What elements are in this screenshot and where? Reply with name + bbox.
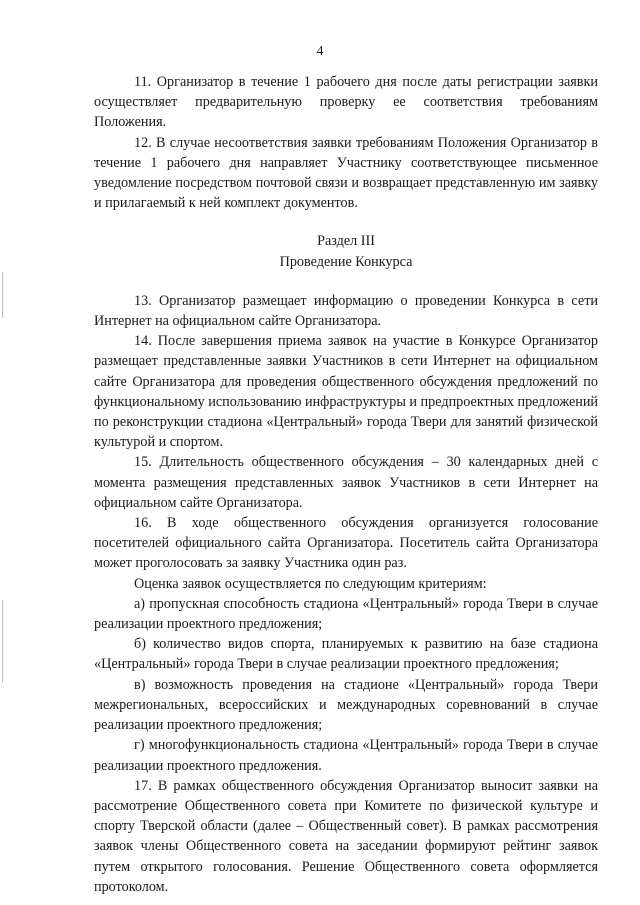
paragraph-12: 12. В случае несоответствия заявки требованиям Положения Организатор в течение 1 рабочего дня направляет Участнику соответствующее письменное уведомление посредством почтовой связи и возвращает представленную им заявку и прилагаемый к ней комплект документов. [94, 134, 598, 212]
criterion-g: г) многофункциональность стадиона «Центральный» города Твери в случае реализации проектного предложения. [94, 737, 598, 774]
document-body [94, 72, 598, 897]
section-heading [94, 231, 598, 271]
paragraph-13: 13. Организатор размещает информацию о проведении Конкурса в сети Интернет на официальном сайте Организатора. [94, 292, 598, 330]
criterion-a: а) пропускная способность стадиона «Центральный» города Твери в случае реализации проектного предложения; [94, 595, 598, 633]
criterion-b: б) количество видов спорта, планируемых к развитию на базе стадиона «Центральный» города Твери в случае реализации проектного предложения; [94, 636, 598, 673]
section-title: Проведение Конкурса [279, 253, 413, 270]
margin-mark [2, 600, 3, 682]
paragraph-16: 16. В ходе общественного обсуждения организуется голосование посетителей официального сайта Организатора. Посетитель сайта Организатора может проголосовать за заявку Участника один раз. [94, 515, 598, 572]
paragraph-17: 17. В рамках общественного обсуждения Организатор выносит заявки на рассмотрение Общественного совета при Комитете по физической культуре и спорту Тверской области (далее – Общественный совет). В рамках рассмотрения заявок члены Общественного совета на заседании формируют рейтинг заявок путем открытого голосования. Решение Общественного совета оформляется протоколом. [94, 777, 598, 895]
paragraph-15: 15. Длительность общественного обсуждения – 30 календарных дней с момента размещения представленных заявок Участников в сети Интернет на официальном сайте Организатора. [94, 454, 598, 511]
paragraph-11: 11. Организатор в течение 1 рабочего дня после даты регистрации заявки осуществляет предварительную проверку ее соответствия требованиям Положения. [94, 74, 598, 131]
criterion-v: в) возможность проведения на стадионе «Центральный» города Твери межрегиональных, всероссийских и международных соревнований в случае реализации проектного предложения; [94, 676, 598, 734]
criteria-intro: Оценка заявок осуществляется по следующим критериям: [134, 575, 487, 592]
page-number: 4 [316, 44, 324, 59]
margin-mark [2, 272, 3, 318]
paragraph-14: 14. После завершения приема заявок на участие в Конкурсе Организатор размещает представленные заявки Участников в сети Интернет на официальном сайте Организатора для проведения общественного обсуждения предложений по функциональному использованию инфраструктуры и предпроектных предложений по реконструкции стадиона «Центральный» города Твери для занятий физической культурой и спортом. [94, 333, 599, 451]
section-number: Раздел III [317, 233, 375, 250]
